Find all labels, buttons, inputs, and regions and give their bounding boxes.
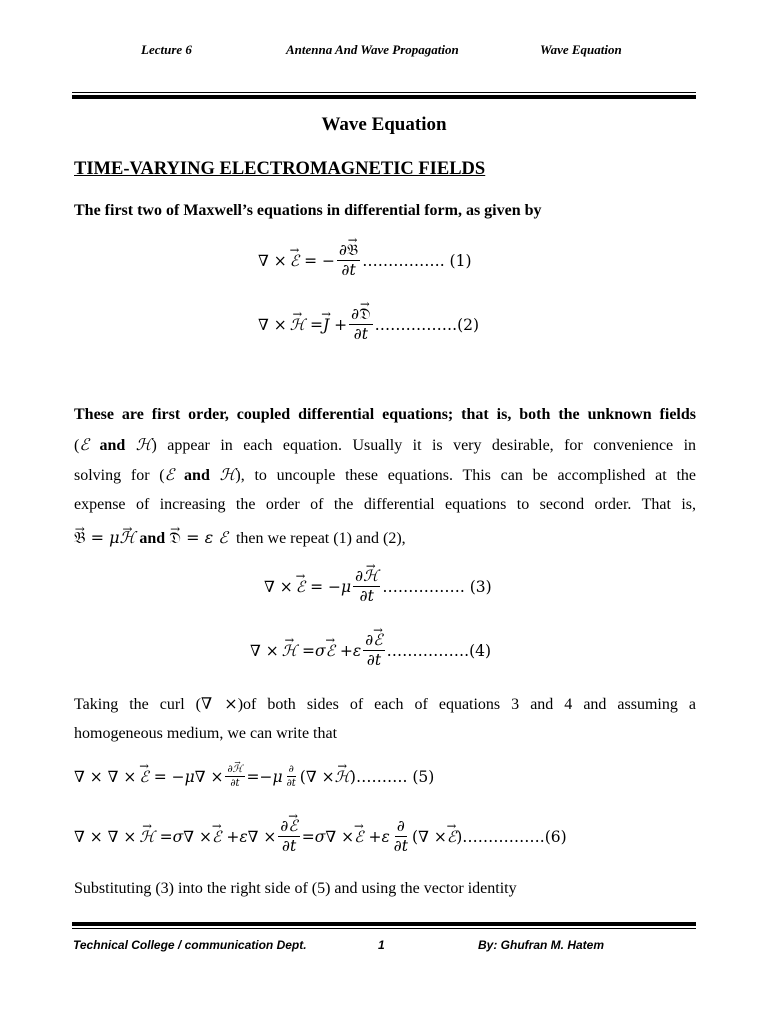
footer-author: By: Ghufran M. Hatem [478, 938, 605, 952]
equation-6-number: …………….(6) [462, 827, 567, 846]
paragraph-1-line-4: expense of increasing the order of the differential equations to second order. That is, [74, 496, 696, 513]
paragraph-1-line-5: → 𝔅 = μ→ ℋ and → 𝔇 = ε ℰ then we repeat (1) and (2), [74, 523, 696, 554]
equation-2: ∇ × → ℋ = → J + $\frac{\text{∂→ 𝔇}}{\partial t}$ …………….(2) [258, 306, 479, 343]
equation-1-number: ……………. (1) [362, 251, 472, 270]
equation-5-number: ………. (5) [355, 767, 435, 786]
equation-5: ∇ × ∇ × → ℰ = − μ ∇ × $\frac{\text{∂→ ℋ}}{\partial t}$ =− μ $\frac{\partial}{\partial t}$ (∇ × → ℋ ) ………. (5) [74, 764, 434, 789]
equation-6: ∇ × ∇ × → ℋ = σ ∇ × → ℰ + ε ∇ × $\frac{\text{∂→ ℰ}}{\partial t}$ = σ ∇ × → ℰ + ε $\frac{\partial}{\partial t}$ (∇ × → ℰ ) …………….(6) [74, 818, 567, 855]
footer-department: Technical College / communication Dept. [73, 938, 307, 952]
header-course: Antenna And Wave Propagation [286, 42, 459, 57]
equation-1: ∇ × → ℰ = − $\frac{\text{∂→ 𝔅}}{\partial t}$ ……………. (1) [258, 242, 472, 279]
equation-4-number: …………….(4) [386, 641, 492, 660]
paragraph-1-line-3: solving for (ℰ and ℋ), to uncouple these equations. This can be accomplished at the [74, 465, 697, 484]
equation-4: ∇ × → ℋ = σ → ℰ + ε $\frac{\text{∂→ ℰ}}{\partial t}$ …………….(4) [250, 632, 491, 669]
header-rule-thin [72, 92, 696, 93]
header-rule-thick [72, 95, 696, 99]
equation-2-number: …………….(2) [374, 315, 480, 334]
paragraph-1-line-1: These are first order, coupled differential equations; that is, both the unknown fields [74, 406, 696, 423]
footer-page-number: 1 [378, 938, 385, 952]
header-topic: Wave Equation [540, 42, 622, 57]
equation-3-number: ……………. (3) [382, 577, 492, 596]
equation-3: ∇ × → ℰ = − μ $\frac{\text{∂→ ℋ}}{\partial t}$ ……………. (3) [264, 568, 492, 605]
header-lecture: Lecture 6 [141, 42, 192, 57]
intro-text: The first two of Maxwell’s equations in differential form, as given by [74, 202, 542, 219]
page-title: Wave Equation [321, 114, 447, 135]
paragraph-3: Substituting (3) into the right side of (5) and using the vector identity [74, 880, 517, 897]
footer-rule-thin [72, 928, 696, 929]
paragraph-2-line-1: Taking the curl (∇ ×)of both sides of each of equations 3 and 4 and assuming a [74, 694, 696, 713]
section-heading: TIME-VARYING ELECTROMAGNETIC FIELDS [74, 159, 486, 179]
paragraph-1-line-2: (ℰ and ℋ) appear in each equation. Usually it is very desirable, for convenience in [74, 435, 697, 454]
footer-rule-thick [72, 922, 696, 926]
paragraph-2-line-2: homogeneous medium, we can write that [74, 725, 338, 742]
